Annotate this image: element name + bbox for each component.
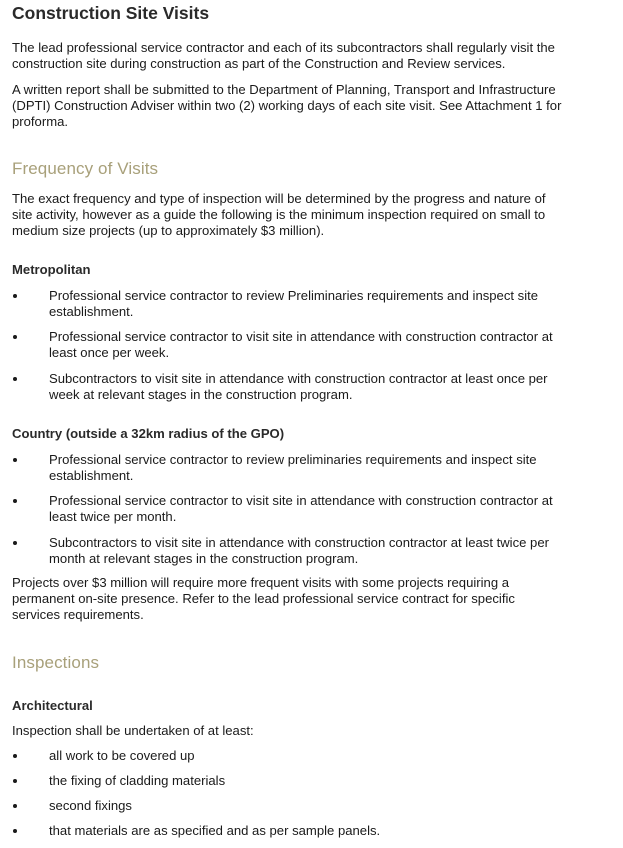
text-line: medium size projects (up to approximately $3 million). xyxy=(12,223,325,238)
text-line: month at relevant stages in the construction program. xyxy=(49,551,359,566)
text-line: least once per week. xyxy=(49,345,170,360)
text-line: Professional service contractor to visit site in attendance with construction contractor at xyxy=(49,493,553,508)
intro-paragraph-1 xyxy=(12,40,620,72)
metropolitan-heading: Metropolitan xyxy=(12,262,91,277)
text-line: Projects over $3 million will require more frequent visits with some projects requiring a xyxy=(12,575,510,590)
text-line: that materials are as specified and as per sample panels. xyxy=(49,823,381,838)
frequency-paragraph xyxy=(12,191,620,239)
country-heading: Country (outside a 32km radius of the GPO) xyxy=(12,426,285,441)
inspections-heading: Inspections xyxy=(12,653,100,672)
text-line: week at relevant stages in the construction program. xyxy=(49,387,353,402)
text-line: establishment. xyxy=(49,304,134,319)
text-line: all work to be covered up xyxy=(49,748,195,763)
text-line: Professional service contractor to review preliminaries requirements and inspect site xyxy=(49,452,537,467)
text-line: Inspection shall be undertaken of at least: xyxy=(12,723,254,738)
text-line: construction site during construction as part of the Construction and Review services. xyxy=(12,56,506,71)
text-line: least twice per month. xyxy=(49,509,177,524)
text-line: Professional service contractor to review Preliminaries requirements and inspect site xyxy=(49,288,539,303)
text-line: services requirements. xyxy=(12,607,144,622)
text-line: establishment. xyxy=(49,468,134,483)
architectural-intro xyxy=(12,723,620,739)
text-line: Subcontractors to visit site in attendance with construction contractor at least twice per xyxy=(49,535,549,550)
intro-paragraph-2 xyxy=(12,82,620,130)
text-line: site activity, however as a guide the following is the minimum inspection required on small to xyxy=(12,207,546,222)
text-line: permanent on-site presence. Refer to the lead professional service contract for specific xyxy=(12,591,515,606)
text-line: proforma. xyxy=(12,114,69,129)
large-projects-paragraph xyxy=(12,575,620,623)
text-line: The lead professional service contractor and each of its subcontractors shall regularly visit the xyxy=(12,40,555,55)
frequency-heading: Frequency of Visits xyxy=(12,159,159,178)
text-line: Subcontractors to visit site in attendance with construction contractor at least once per xyxy=(49,371,548,386)
text-line: (DPTI) Construction Adviser within two (2) working days of each site visit. See Attachment 1 for xyxy=(12,98,562,113)
architectural-heading: Architectural xyxy=(12,698,93,713)
text-line: The exact frequency and type of inspection will be determined by the progress and nature of xyxy=(12,191,546,206)
text-line: the fixing of cladding materials xyxy=(49,773,226,788)
page-title: Construction Site Visits xyxy=(12,3,210,23)
text-line: A written report shall be submitted to the Department of Planning, Transport and Infrastructure xyxy=(12,82,556,97)
text-line: second fixings xyxy=(49,798,132,813)
text-line: Professional service contractor to visit site in attendance with construction contractor at xyxy=(49,329,553,344)
